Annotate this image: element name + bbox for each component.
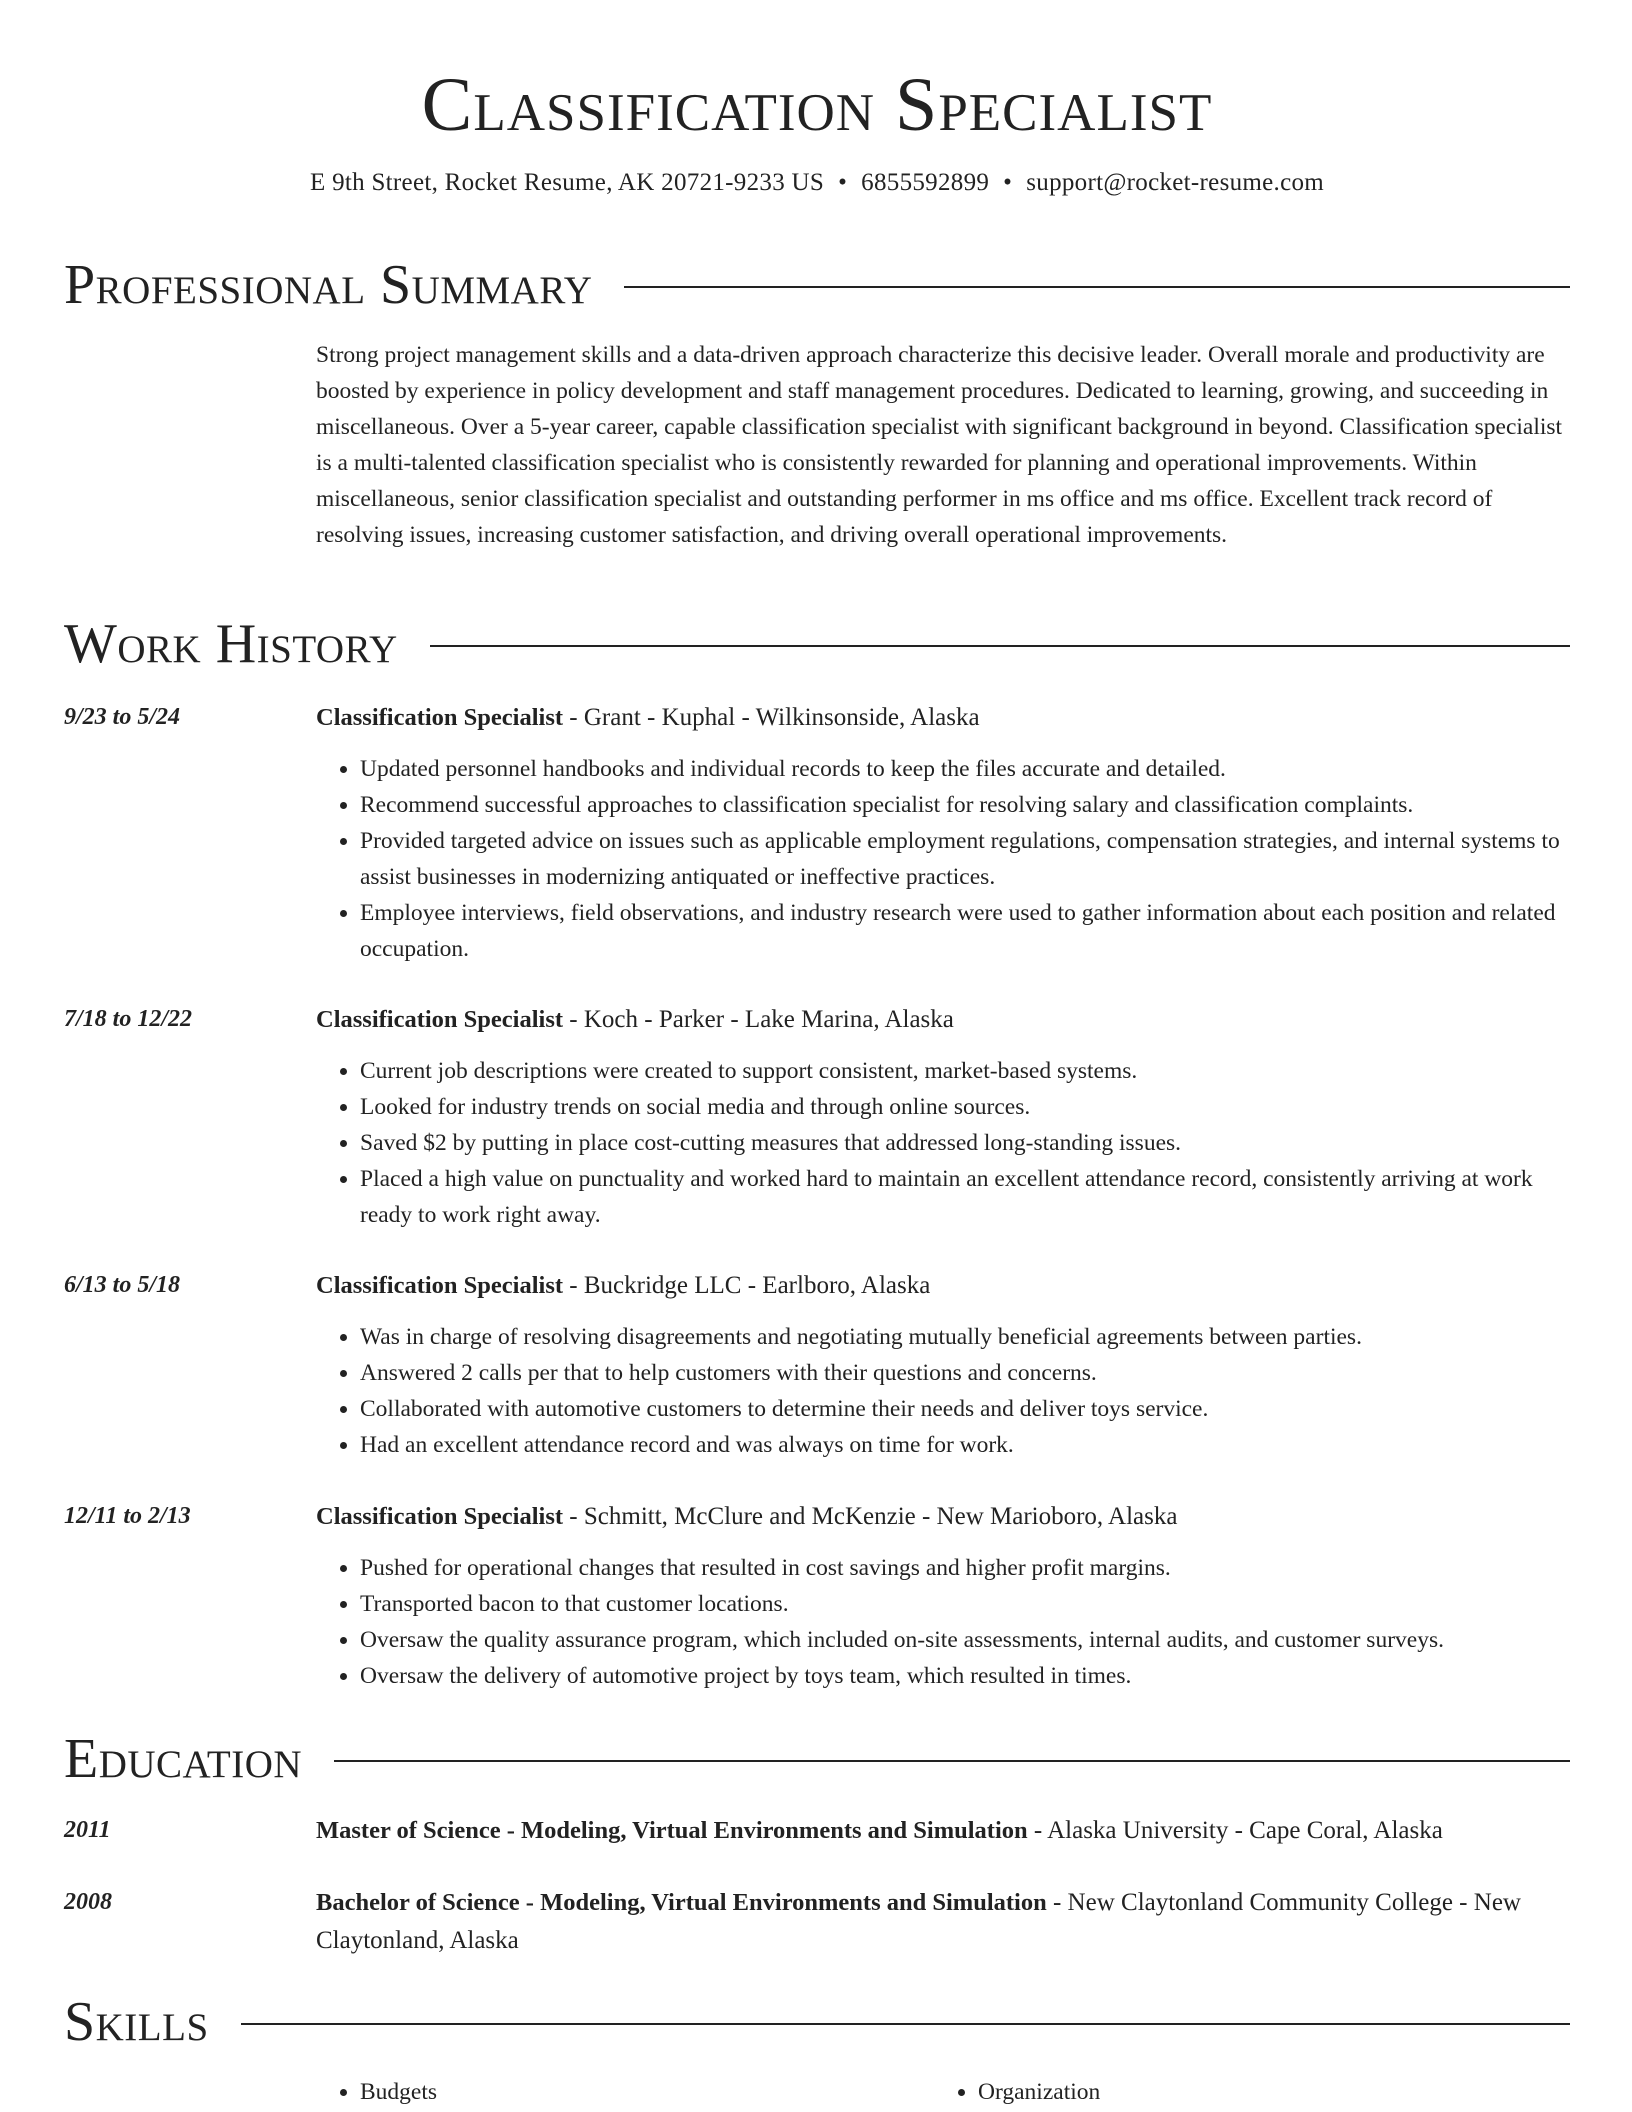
list-item: • Oversaw the quality assurance program, which included on-site assessments, internal audits, and customer surveys. xyxy=(360,1622,1570,1658)
job-entry xyxy=(64,1267,1570,1463)
education-heading xyxy=(316,1884,1570,1960)
list-item: • Transported bacon to that customer locations. xyxy=(360,1586,1570,1622)
skills-list xyxy=(316,2074,1570,2110)
job-title: Classification Specialist xyxy=(316,704,564,731)
job-dates: 7/18 to 12/22 xyxy=(64,1006,193,1032)
skills-column-left xyxy=(316,2074,934,2110)
education-details: - New Claytonland Community College - New Claytonland, Alaska xyxy=(316,1889,1521,1954)
job-bullets xyxy=(316,751,1570,967)
list-item: • Had an excellent attendance record and was always on time for work. xyxy=(360,1427,1570,1463)
summary-section-title: Professional Summary xyxy=(64,254,593,316)
job-title: Classification Specialist xyxy=(316,1272,564,1299)
job-details: - Koch - Parker - Lake Marina, Alaska xyxy=(563,1006,954,1033)
degree-title: Bachelor of Science - Modeling, Virtual Environments and Simulation xyxy=(316,1889,1047,1916)
job-entry xyxy=(64,699,1570,967)
skill-item: • Organization xyxy=(978,2074,1552,2110)
job-heading xyxy=(316,1498,1570,1536)
job-details: - Buckridge LLC - Earlboro, Alaska xyxy=(563,1272,931,1299)
job-heading xyxy=(316,699,1570,737)
job-bullets xyxy=(316,1053,1570,1233)
list-item: • Oversaw the delivery of automotive project by toys team, which resulted in times. xyxy=(360,1658,1570,1694)
list-item: • Updated personnel handbooks and individual records to keep the files accurate and detailed. xyxy=(360,751,1570,787)
job-heading xyxy=(316,1267,1570,1305)
education-section-header xyxy=(64,1727,1570,1791)
section-divider xyxy=(241,2023,1570,2025)
list-item: • Looked for industry trends on social media and through online sources. xyxy=(360,1089,1570,1125)
section-divider xyxy=(334,1760,1570,1762)
education-details: - Alaska University - Cape Coral, Alaska xyxy=(1027,1817,1443,1844)
job-entry xyxy=(64,1001,1570,1233)
education-heading xyxy=(316,1812,1570,1850)
resume-name: Classification Specialist xyxy=(421,63,1213,147)
job-details: - Schmitt, McClure and McKenzie - New Marioboro, Alaska xyxy=(563,1503,1178,1530)
list-item: • Answered 2 calls per that to help customers with their questions and concerns. xyxy=(360,1355,1570,1391)
skills-column-right xyxy=(934,2074,1552,2110)
contact-separator: • xyxy=(838,169,848,196)
job-bullets xyxy=(316,1550,1570,1694)
work-section-header xyxy=(64,612,1570,676)
job-details: - Grant - Kuphal - Wilkinsonside, Alaska xyxy=(563,704,980,731)
list-item: • Current job descriptions were created to support consistent, market-based systems. xyxy=(360,1053,1570,1089)
skill-item: • Budgets xyxy=(360,2074,934,2110)
list-item: • Recommend successful approaches to classification specialist for resolving salary and classification complaints. xyxy=(360,787,1570,823)
summary-section-header xyxy=(64,253,1570,317)
education-year: 2008 xyxy=(64,1889,112,1915)
skills-section-header xyxy=(64,1990,1570,2054)
list-item: • Collaborated with automotive customers to determine their needs and deliver toys service. xyxy=(360,1391,1570,1427)
contact-email: support@rocket-resume.com xyxy=(1026,169,1325,196)
contact-address: E 9th Street, Rocket Resume, AK 20721-9233 US xyxy=(309,169,825,196)
job-bullets xyxy=(316,1319,1570,1463)
contact-line xyxy=(64,168,1570,198)
education-entry xyxy=(64,1812,1570,1850)
education-year: 2011 xyxy=(64,1817,111,1843)
job-title: Classification Specialist xyxy=(316,1006,564,1033)
list-item: • Employee interviews, field observations, and industry research were used to gather information about each position and related occupation. xyxy=(360,895,1570,967)
resume-page xyxy=(64,0,1570,2105)
work-section-title: Work History xyxy=(64,613,398,675)
job-dates: 9/23 to 5/24 xyxy=(64,704,181,730)
list-item: • Saved $2 by putting in place cost-cutting measures that addressed long-standing issues. xyxy=(360,1125,1570,1161)
section-divider xyxy=(430,645,1570,647)
job-dates: 12/11 to 2/13 xyxy=(64,1503,191,1529)
skills-section-title: Skills xyxy=(64,1991,209,2053)
job-heading xyxy=(316,1001,1570,1039)
job-entry xyxy=(64,1498,1570,1694)
job-dates: 6/13 to 5/18 xyxy=(64,1272,181,1298)
education-section-title: Education xyxy=(64,1728,303,1790)
contact-separator: • xyxy=(1003,169,1013,196)
summary-text: Strong project management skills and a data-driven approach characterize this decisive leader. Overall morale and productivity are boosted by experience in policy development and staff management procedures. Dedicated to learning, growing, and succeeding in miscellaneous. Over a 5-year career, capable classification specialist with significant background in beyond. Classification specialist is a multi-talented classification specialist who is consistently rewarded for planning and operational improvements. Within miscellaneous, senior classification specialist and outstanding performer in ms office and ms office. Excellent track record of resolving issues, increasing customer satisfaction, and driving overall operational improvements. xyxy=(316,342,1563,548)
list-item: • Was in charge of resolving disagreements and negotiating mutually beneficial agreements between parties. xyxy=(360,1319,1570,1355)
list-item: • Placed a high value on punctuality and worked hard to maintain an excellent attendance record, consistently arriving at work ready to work right away. xyxy=(360,1161,1570,1233)
education-entry xyxy=(64,1884,1570,1960)
section-divider xyxy=(624,286,1570,288)
job-title: Classification Specialist xyxy=(316,1503,564,1530)
list-item: • Pushed for operational changes that resulted in cost savings and higher profit margins. xyxy=(360,1550,1570,1586)
contact-phone: 6855592899 xyxy=(861,169,990,196)
list-item: • Provided targeted advice on issues such as applicable employment regulations, compensation strategies, and internal systems to assist businesses in modernizing antiquated or ineffective practices. xyxy=(360,823,1570,895)
degree-title: Master of Science - Modeling, Virtual Environments and Simulation xyxy=(316,1817,1028,1844)
